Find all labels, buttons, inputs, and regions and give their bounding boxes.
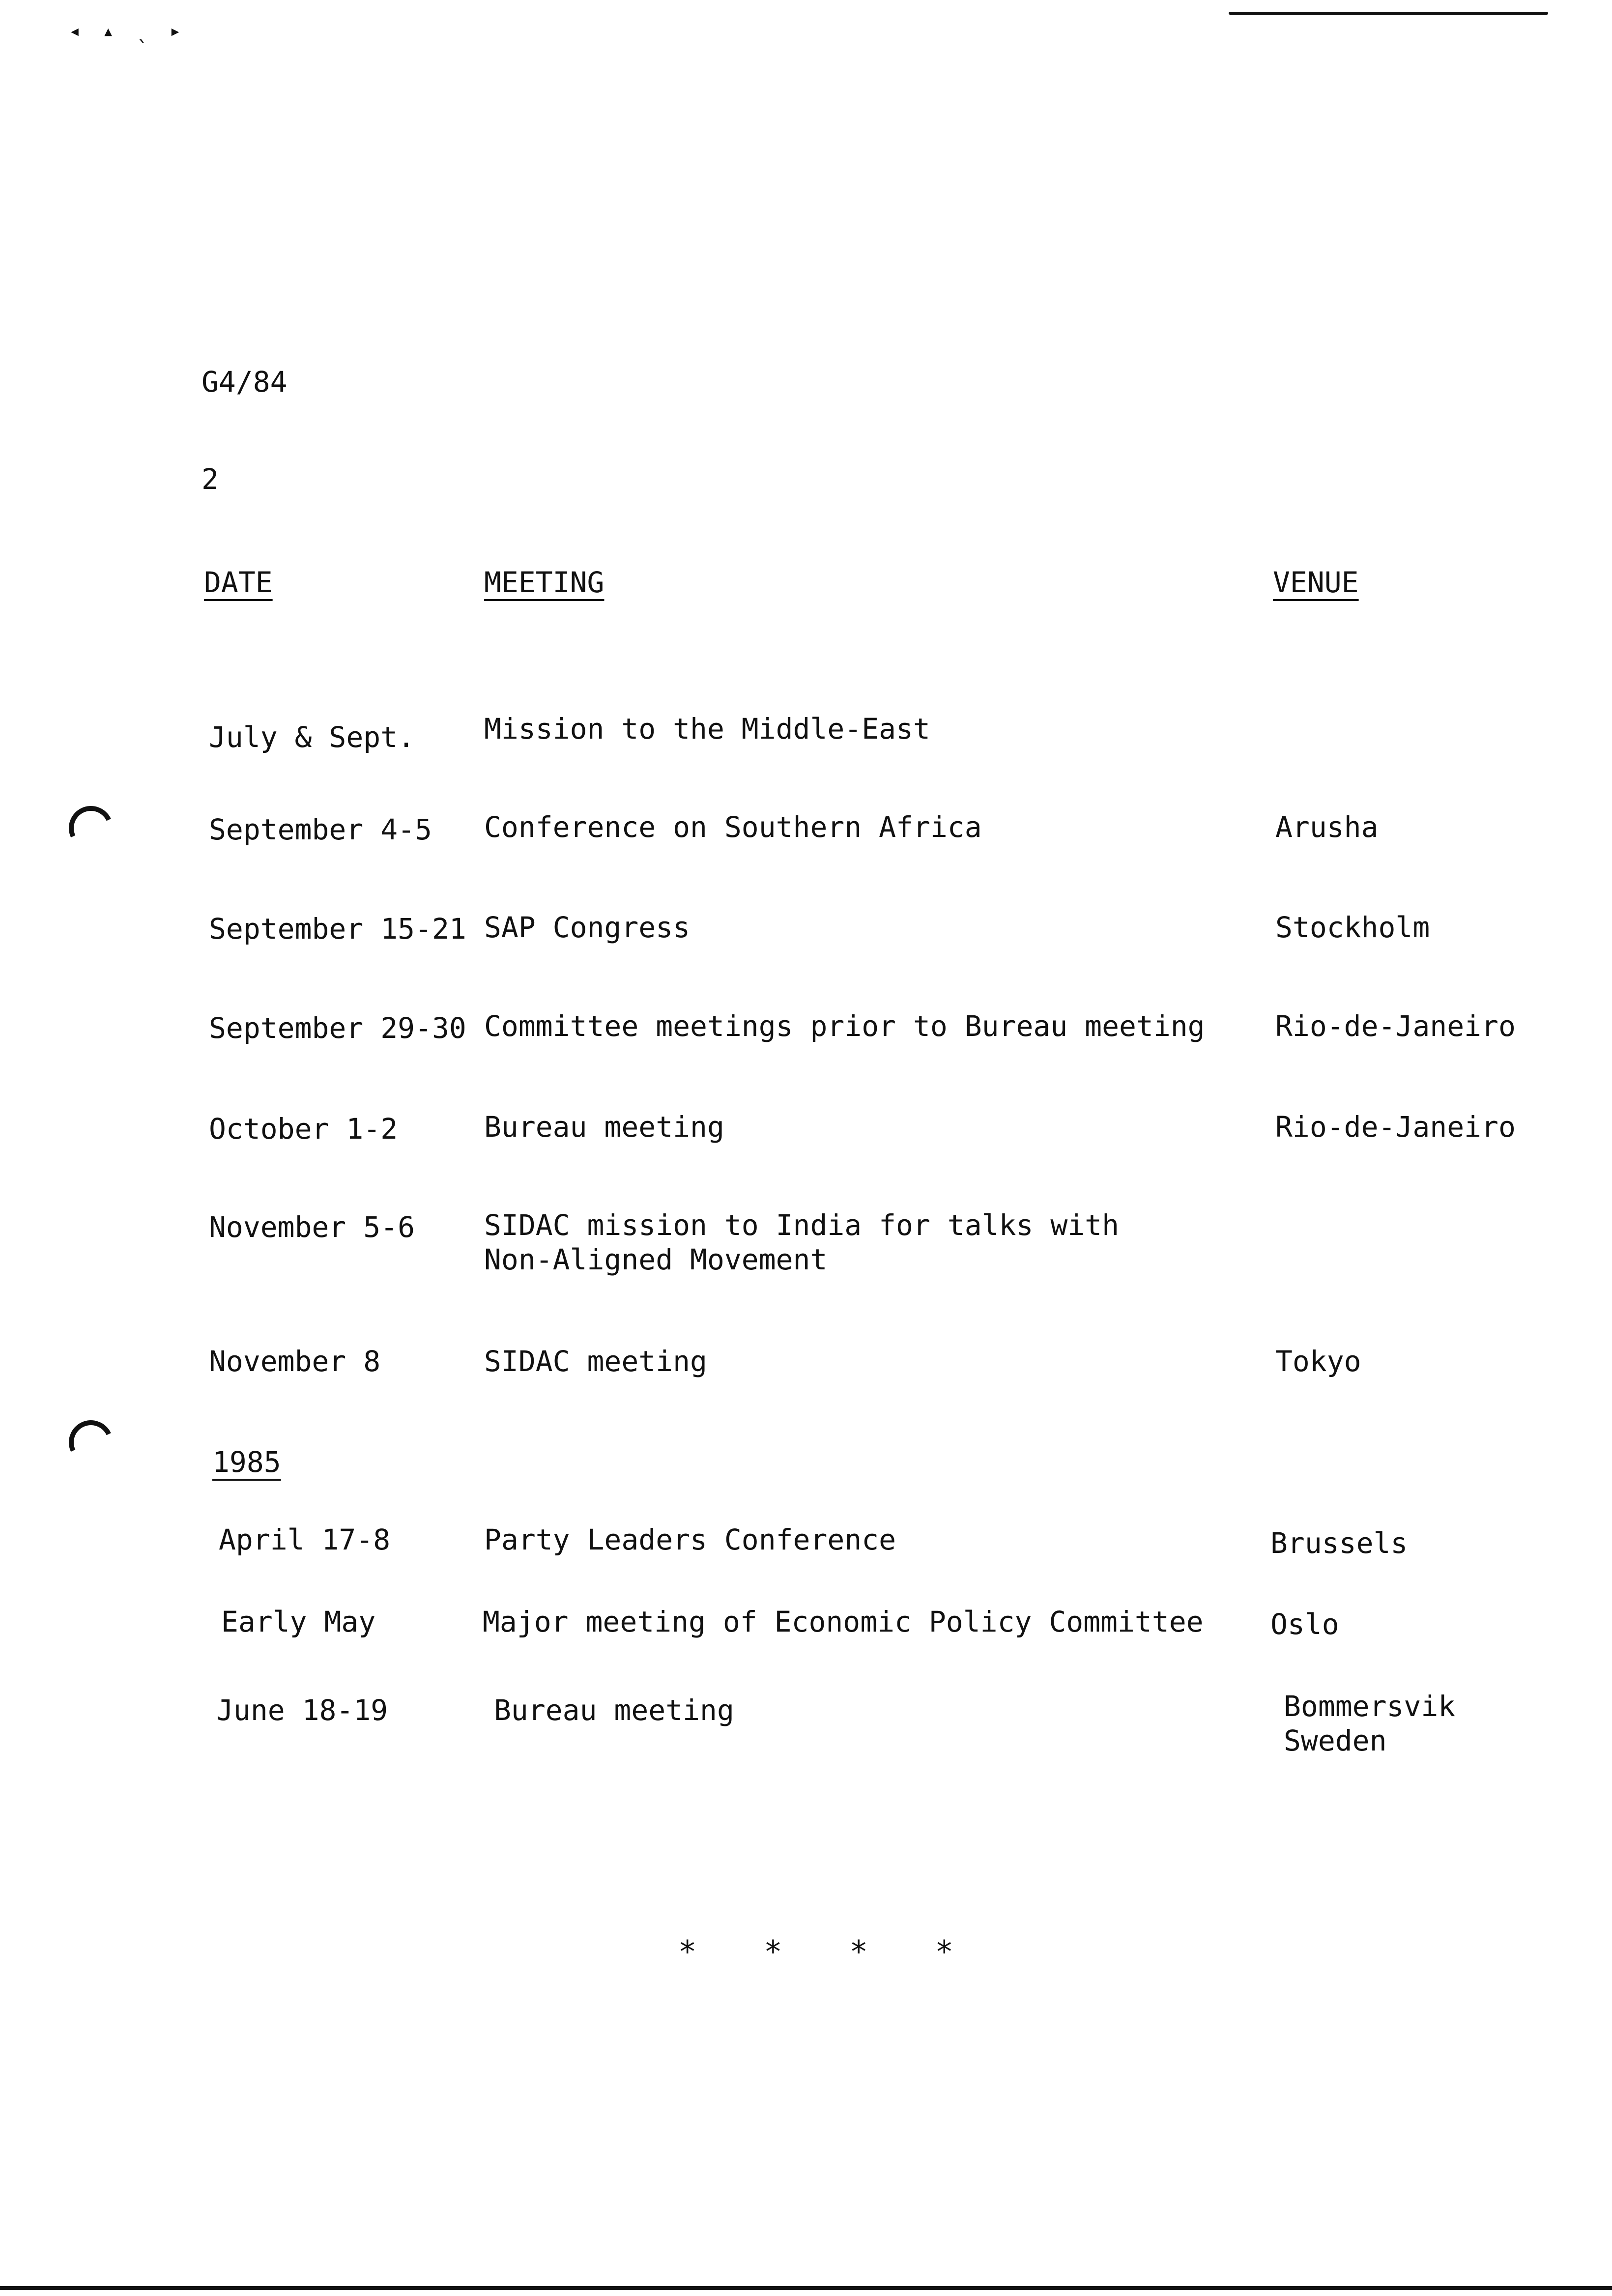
row-venue: Oslo	[1270, 1607, 1339, 1641]
row-date: July & Sept.	[209, 720, 415, 754]
asterisk: *	[935, 1934, 953, 1970]
scan-mark: ◂ ▴ ˎ ▸	[69, 20, 186, 42]
header-venue: VENUE	[1273, 566, 1359, 599]
row-date: November 5-6	[209, 1210, 415, 1244]
row-date: September 29-30	[209, 1011, 466, 1045]
row-date: Early May	[221, 1605, 376, 1638]
row-meeting: Bureau meeting	[494, 1693, 734, 1727]
row-venue: Arusha	[1275, 810, 1379, 844]
row-meeting: Major meeting of Economic Policy Committee	[483, 1605, 1204, 1638]
page-number: 2	[202, 462, 219, 496]
row-venue: Rio-de-Janeiro	[1275, 1009, 1516, 1043]
row-meeting: Mission to the Middle-East	[484, 712, 930, 746]
row-venue: Tokyo	[1275, 1345, 1361, 1378]
row-meeting: SAP Congress	[484, 911, 691, 944]
row-meeting: Party Leaders Conference	[484, 1523, 896, 1556]
row-date: September 15-21	[209, 912, 466, 946]
row-date: September 4-5	[209, 813, 432, 846]
asterisk: *	[849, 1934, 868, 1970]
row-date: April 17-8	[219, 1523, 391, 1556]
punch-hole-mark	[62, 1414, 119, 1470]
row-date: November 8	[209, 1345, 381, 1378]
document-reference: G4/84	[202, 365, 288, 399]
row-venue: Bommersvik Sweden	[1284, 1690, 1456, 1757]
header-meeting: MEETING	[484, 566, 604, 599]
row-meeting: Conference on Southern Africa	[484, 810, 982, 844]
row-venue: Stockholm	[1275, 911, 1430, 944]
row-venue: Rio-de-Janeiro	[1275, 1110, 1516, 1144]
bottom-rule	[0, 2286, 1612, 2290]
row-meeting: Committee meetings prior to Bureau meeting	[484, 1009, 1205, 1043]
asterisk: *	[678, 1934, 697, 1970]
punch-hole-mark	[62, 800, 119, 856]
header-date: DATE	[204, 566, 273, 599]
asterisk: *	[764, 1934, 782, 1970]
row-meeting: SIDAC meeting	[484, 1345, 707, 1378]
row-venue: Brussels	[1270, 1526, 1408, 1560]
row-meeting: SIDAC mission to India for talks with Non-Aligned Movement	[484, 1208, 1120, 1276]
row-date: June 18-19	[216, 1693, 388, 1727]
end-of-section-marks	[678, 1934, 953, 1970]
top-rule	[1229, 12, 1548, 15]
row-date: October 1-2	[209, 1112, 398, 1146]
year-heading: 1985	[212, 1445, 281, 1479]
row-meeting: Bureau meeting	[484, 1110, 724, 1144]
